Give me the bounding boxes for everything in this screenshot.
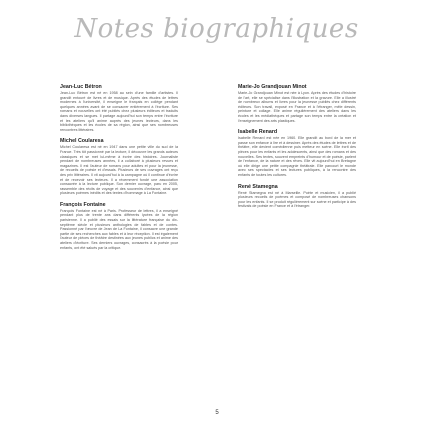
biography-entry <box>60 84 178 132</box>
right-column <box>238 84 356 215</box>
biography-name: Michel Coularesa <box>60 138 104 145</box>
biography-name: Jean-Luc Bétron <box>60 84 102 90</box>
biography-entry <box>238 184 356 209</box>
biography-text: Marie-Jo Grandjouan Minot est née à Lyon. Après des études d'histoire de l'art, elle se spécialise dans l'illustration et la gravure. Elle a illustré de nombreux albums et livres pour la jeunesse publiés chez différents éditeurs. Son travail, exposé en France et à l'étranger, mêle dessin, peinture et collage. Elle anime régulièrement des ateliers dans les écoles et les médiathèques et partage son temps entre la création et l'enseignement des arts plastiques. <box>238 91 356 123</box>
biography-entry <box>60 138 178 196</box>
biography-name: Marie-Jo Grandjouan Minot <box>238 84 307 90</box>
biography-entry <box>238 129 356 177</box>
biography-entry <box>238 84 356 123</box>
biography-text: Isabelle Renard est née en 1960. Elle grandit au bord de la mer et passe son enfance à lire et à dessiner. Après des études de lettres et de théâtre, elle devient comédienne puis metteur en scène. Elle écrit des pièces pour les enfants et les adolescents, ainsi que des romans et des nouvelles. Ses textes, souvent empreints d'humour et de poésie, parlent de l'enfance, de la nature et des rêves. Elle vit aujourd'hui en Bretagne où elle dirige une petite compagnie théâtrale. Elle parcourt le monde avec ses spectacles et ses lectures publiques, à la rencontre des enfants de toutes les cultures. <box>238 136 356 177</box>
left-column <box>60 84 178 256</box>
biography-text: René Stamegna est né à Marseille. Poète et musicien, il a publié plusieurs recueils de poèmes et composé de nombreuses chansons pour les enfants. Il se produit régulièrement sur scène et participe à des festivals de poésie en France et à l'étranger. <box>238 190 356 209</box>
biography-text: Jean-Luc Bétron est né en 1958 au sein d'une famille d'artistes. Il grandit entouré de livres et de musique. Après des études de lettres modernes à l'université, il enseigne le français en collège pendant quelques années avant de se consacrer entièrement à l'écriture. Ses romans et nouvelles ont été publiés chez plusieurs éditeurs et traduits dans diverses langues. Il partage aujourd'hui son temps entre l'écriture et les ateliers qu'il anime auprès des jeunes lecteurs, dans les bibliothèques et les écoles de sa région, ainsi que ses nombreuses rencontres littéraires. <box>60 91 178 132</box>
biography-text: Michel Coularesa est né en 1947 dans une petite ville du sud de la France. Très tôt passionné par la lecture, il découvre les grands auteurs classiques et se met lui-même à écrire des histoires. Journaliste pendant de nombreuses années, il a collaboré à plusieurs revues et magazines. Il est l'auteur de romans pour adultes et pour la jeunesse, de recueils de poésie et d'essais. Plusieurs de ses ouvrages ont reçu des prix littéraires. Il vit aujourd'hui à la campagne où il continue d'écrire et de recevoir ses lecteurs. Il a récemment fondé une association consacrée à la lecture publique. Son dernier ouvrage, paru en 2005, rassemble des récits de voyage et des souvenirs d'enfance, ainsi que plusieurs poèmes inédits et des textes d'hommage à La Fontaine. <box>60 145 178 196</box>
biography-text: François Fontaine est né à Paris. Professeur de lettres, il a enseigné pendant plus de trente ans dans différents lycées de la région parisienne. Il a publié des essais sur la littérature française du dix-septième siècle et plusieurs anthologies de fables et de contes. Passionné par l'œuvre de Jean de La Fontaine, il consacre une grande partie de ses recherches aux fables et à leur réception. Il est également l'auteur de pièces de théâtre destinées aux jeunes publics et anime des ateliers d'écriture. Ses derniers ouvrages, consacrés à la poésie pour enfants, ont été salués par la critique. <box>60 208 178 250</box>
biography-name: Isabelle Renard <box>238 129 278 136</box>
page-title: Notes biographiques <box>74 14 359 44</box>
page-number: 5 <box>215 410 219 416</box>
biography-name: François Fontaine <box>60 201 106 208</box>
biography-name: René Stamegna <box>238 183 278 190</box>
biography-entry <box>60 202 178 250</box>
